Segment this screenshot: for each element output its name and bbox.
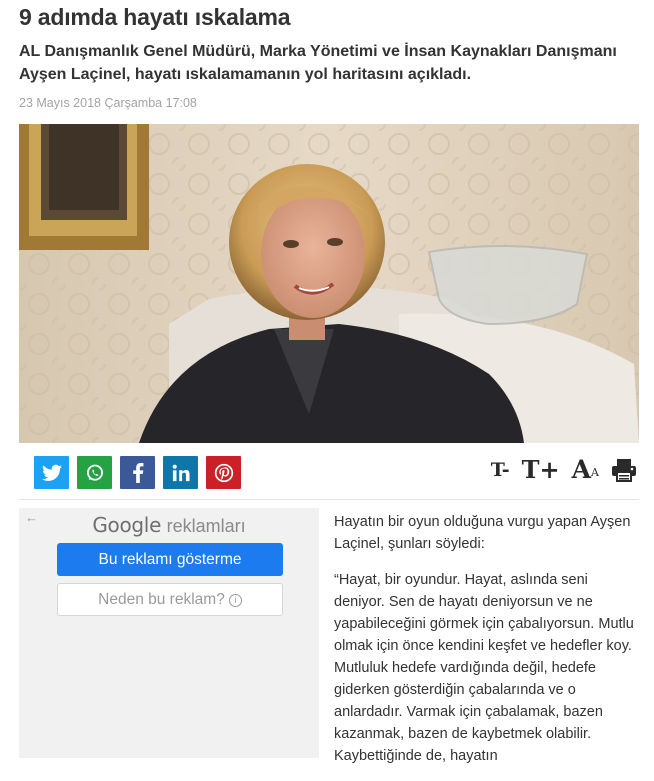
font-decrease-button[interactable]: T- xyxy=(490,458,510,481)
article-paragraph: “Hayat, bir oyundur. Hayat, aslında seni deniyor. Sen de hayatı deniyorsun ve ne yapabileceğini görmek için çabalıyorsun. Mutlu olmak için önce kendini keşfet ve hedefler koy. Mutluluk hedefe vardığında değil, hedefe giderken gösterdiğin çabalarında ve o anlardadır. Varmak için çabalamak, bazen kazanmak, bazen de kaybetmek olabilir. Kaybettiğinde de, hayatın xyxy=(334,572,634,764)
ad-header-label: reklamları xyxy=(166,516,246,536)
why-this-ad-label: Neden bu reklam? xyxy=(98,591,225,608)
publish-date: 23 Mayıs 2018 Çarşamba 17:08 xyxy=(19,96,197,110)
google-logo: Google xyxy=(92,513,162,537)
twitter-share-button[interactable] xyxy=(34,456,69,489)
printer-icon xyxy=(611,458,637,482)
whatsapp-icon xyxy=(85,463,105,483)
article-body xyxy=(334,511,638,781)
facebook-icon xyxy=(132,463,144,483)
article-subtitle: AL Danışmanlık Genel Müdürü, Marka Yönetimi ve İnsan Kaynakları Danışmanı Ayşen Laçinel, hayatı ıskalamamanın yol haritasını açıkladı. xyxy=(19,43,617,83)
back-arrow-icon[interactable]: ← xyxy=(25,510,38,525)
pinterest-icon xyxy=(214,463,234,483)
print-button[interactable] xyxy=(611,458,637,482)
twitter-icon xyxy=(42,464,62,482)
font-increase-button[interactable]: T+ xyxy=(521,455,560,484)
whatsapp-share-button[interactable] xyxy=(77,456,112,489)
ad-header xyxy=(19,513,319,538)
text-tools xyxy=(491,455,637,484)
article-title: 9 adımda hayatı ıskalama xyxy=(19,4,291,30)
font-style-sup: A xyxy=(591,466,599,479)
font-style-button[interactable] xyxy=(572,455,599,484)
share-buttons xyxy=(34,456,241,489)
why-this-ad-button[interactable] xyxy=(57,583,283,616)
google-ad-panel xyxy=(19,508,319,758)
font-style-label: A xyxy=(571,455,592,484)
linkedin-icon xyxy=(172,464,190,482)
article-paragraph: Hayatın bir oyun olduğuna vurgu yapan Ayşen Laçinel, şunları söyledi: xyxy=(334,514,631,552)
info-icon: i xyxy=(229,594,242,607)
divider xyxy=(19,499,639,500)
article-photo xyxy=(19,124,639,443)
pinterest-share-button[interactable] xyxy=(206,456,241,489)
linkedin-share-button[interactable] xyxy=(163,456,198,489)
stop-ad-button[interactable]: Bu reklamı gösterme xyxy=(57,543,283,576)
facebook-share-button[interactable] xyxy=(120,456,155,489)
